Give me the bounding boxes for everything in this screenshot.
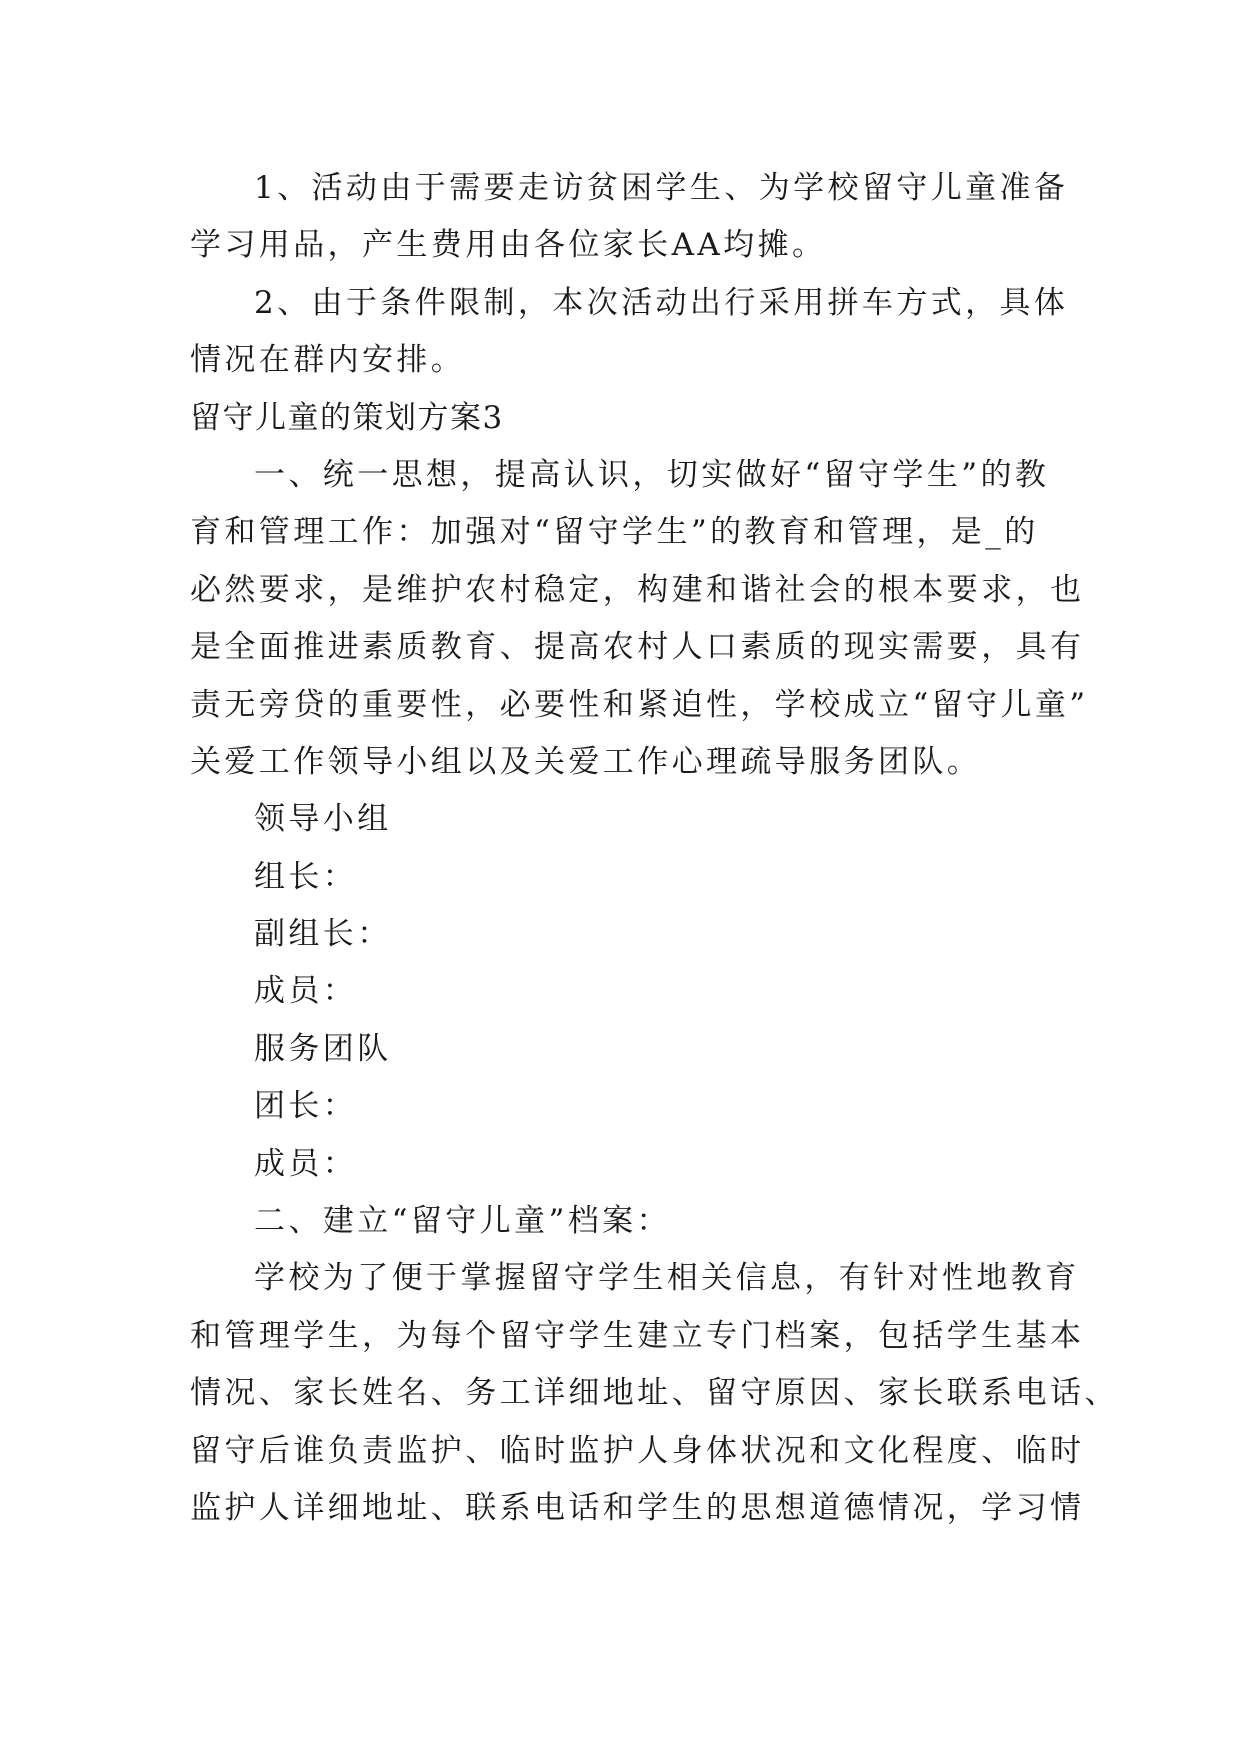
text-line: 必然要求，是维护农村稳定，构建和谐社会的根本要求，也 [190, 571, 1085, 608]
text-line: 是全面推进素质教育、提高农村人口素质的现实需要，具有 [190, 629, 1085, 666]
text-line: 组长： [254, 858, 358, 895]
text-line: 和管理学生，为每个留守学生建立专门档案，包括学生基本 [190, 1317, 1085, 1354]
text-line: 育和管理工作：加强对“留守学生”的教育和管理，是_的 [190, 514, 1039, 551]
document-page [190, 160, 1119, 1537]
text-line: 责无旁贷的重要性，必要性和紧迫性，学校成立“留守儿童” [190, 686, 1089, 723]
text-line: 学校为了便于掌握留守学生相关信息，有针对性地教育 [254, 1260, 1080, 1297]
text-line: 学习用品，产生费用由各位家长AA均摊。 [190, 227, 827, 264]
text-line: 一、统一思想，提高认识，切实做好“留守学生”的教 [254, 456, 1050, 493]
text-line: 情况、家长姓名、务工详细地址、留守原因、家长联系电话、 [190, 1375, 1119, 1412]
text-line: 成员： [254, 1145, 358, 1182]
text-line: 二、建立“留守儿童”档案： [254, 1203, 671, 1240]
text-line: 关爱工作领导小组以及关爱工作心理疏导服务团队。 [190, 743, 982, 780]
text-line: 副组长： [254, 916, 392, 953]
text-line: 服务团队 [254, 1030, 392, 1067]
text-line: 1、活动由于需要走访贫困学生、为学校留守儿童准备 [254, 170, 1069, 206]
text-line: 情况在群内安排。 [190, 342, 466, 379]
text-line: 2、由于条件限制，本次活动出行采用拼车方式，具体 [254, 284, 1069, 321]
section-heading: 留守儿童的策划方案3 [190, 399, 504, 436]
text-line: 领导小组 [254, 801, 392, 838]
text-line: 团长： [254, 1088, 358, 1125]
text-line: 留守后谁负责监护、临时监护人身体状况和文化程度、临时 [190, 1432, 1085, 1469]
text-line: 监护人详细地址、联系电话和学生的思想道德情况，学习情 [190, 1489, 1085, 1526]
text-line: 成员： [254, 973, 358, 1010]
